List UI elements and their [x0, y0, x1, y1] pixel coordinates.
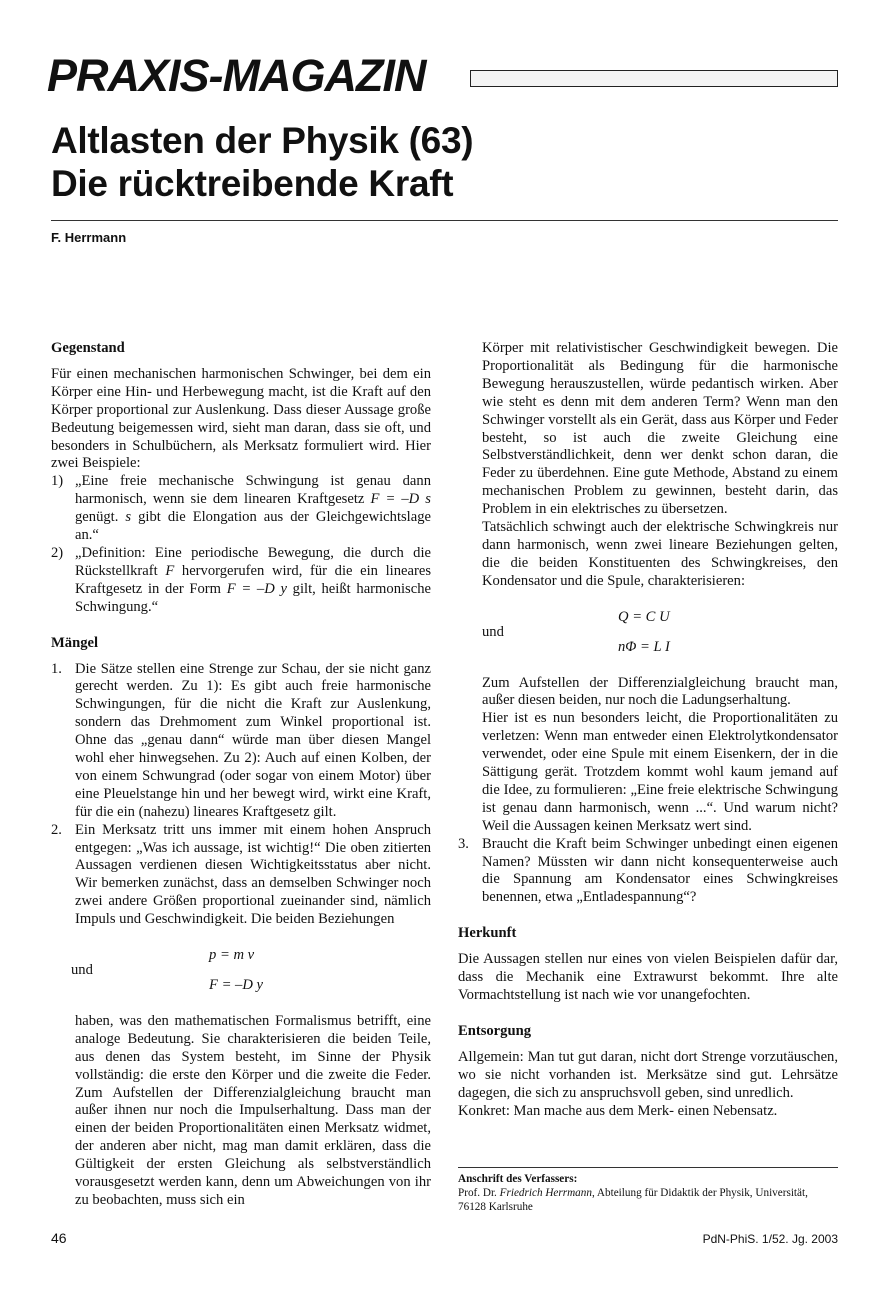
continued-text-2: Tatsächlich schwingt auch der elektrische Schwingkreis nur dann harmonisch, wenn zwei lineare Beziehungen gelten, die die beiden Konstituenten des Schwingkreises, den Kondensator und die Spule, charakterisieren: — [482, 519, 838, 589]
right-column — [458, 340, 838, 1120]
maengel-item-1-number: 1. — [51, 660, 62, 677]
example-2-part-a: „Definition: Eine periodische Bewegung, die durch die Rückstellkraft — [75, 544, 431, 579]
author-address — [458, 1172, 838, 1214]
equation-und-electrical: und — [482, 623, 504, 640]
equation-block-mechanical — [51, 935, 431, 1007]
example-1-part-b: genügt. — [75, 509, 126, 526]
equation-charge: Q = C U — [618, 608, 670, 625]
example-1-symbol: s — [125, 509, 132, 526]
magazine-header: PRAXIS-MAGAZIN — [47, 50, 426, 101]
address-rest: , Abteilung für Didaktik der Physik, Universität, 76128 Karlsruhe — [458, 1187, 808, 1213]
page-number: 46 — [51, 1230, 67, 1246]
maengel-item-3 — [458, 836, 838, 908]
entsorgung-text-2: Konkret: Man mache aus dem Merk- einen Nebensatz. — [458, 1102, 778, 1119]
address-name: Friedrich Herrmann — [499, 1187, 592, 1199]
section-heading-gegenstand: Gegenstand — [51, 340, 125, 356]
example-1 — [51, 473, 431, 545]
continued-text-3: Zum Aufstellen der Differenzialgleichung braucht man, außer diesen beiden, nur noch die Ladungserhaltung. — [482, 674, 838, 709]
footnote-divider — [458, 1167, 838, 1168]
author: F. Herrmann — [51, 230, 127, 245]
maengel-item-2-number: 2. — [51, 821, 62, 838]
example-2-formula: F = –D y — [226, 580, 287, 597]
equation-force: F = –D y — [209, 977, 264, 993]
address-prefix: Prof. Dr. — [458, 1187, 500, 1199]
maengel-item-1-text: Die Sätze stellen eine Strenge zur Schau, der sie nicht ganz gerecht werden. Zu 1): Es gibt auch freie harmonische Schwingungen, für die nicht die Kraft zur Auslenkung, sondern das Drehmoment zum Winkel proportional ist. Ohne das „genau dann“ würde man über diesen Mangel wohl eher hinwegsehen. Zu 2): Auch auf einen Kolben, der von einem Schwungrad (oder sogar von einem Motor) über eine Pleuelstange hin und her bewegt wird, wirkt eine Kraft, für die ein (nahezu) lineares Kraftgesetz gilt. — [75, 660, 431, 820]
equation-flux: nΦ = L I — [618, 638, 670, 655]
herkunft-text: Die Aussagen stellen nur eines von vielen Beispielen dafür dar, dass die Mechanik eine Extrawurst bekommt. Ihre alte Vormachtstellung ist nach wie vor unangefochten. — [458, 951, 838, 1003]
example-2-symbol: F — [165, 562, 175, 579]
maengel-item-3-text: Braucht die Kraft beim Schwinger unbedingt einen eigenen Namen? Müssten wir dann nicht konsequenterweise auch die Spannung am Kondensator eines Schwingkreises benennen, etwa „Entladespannung“? — [482, 835, 838, 906]
section-heading-herkunft: Herkunft — [458, 925, 517, 942]
journal-citation: PdN-PhiS. 1/52. Jg. 2003 — [702, 1232, 838, 1246]
continued-text-1: Körper mit relativistischer Geschwindigkeit bewegen. Die Proportionalität als Bedingung für die harmonische Bewegung herauszustellen, würde pedantisch wirken. Aber wie steht es denn mit dem anderen Term? Wenn man den Schwinger vorstellt als ein Gerät, dass aus Körper und Feder besteht, so ist auch die zweite Gleichung eine Selbstverständlichkeit, denn wer denkt schon daran, die Feder zu überdehnen. Eine gute Methode, Abstand zu einem mechanischen Problem zu gewinnen, besteht darin, das Problem in ein elektrisches zu übersetzen. — [482, 340, 838, 518]
section-heading-entsorgung: Entsorgung — [458, 1022, 531, 1039]
example-2-text — [75, 545, 431, 617]
example-1-number: 1) — [51, 473, 64, 490]
header-bar-decoration — [470, 70, 838, 87]
title-divider — [51, 220, 838, 221]
example-2-part-c: gilt, heißt harmonische Schwingung.“ — [75, 580, 431, 615]
article-title — [51, 119, 473, 205]
maengel-item-3-number: 3. — [458, 835, 469, 852]
entsorgung-text-1: Allgemein: Man tut gut daran, nicht dort Strenge vorzutäuschen, wo sie nicht vorhanden ist. Merksätze sind gut. Lehrsätze dagegen, die sich zu anspruchsvoll geben, sind unredlich. — [458, 1048, 838, 1101]
example-1-formula: F = –D s — [370, 491, 431, 508]
example-1-part-c: gibt die Elongation aus der Gleichgewichtslage an.“ — [75, 509, 431, 544]
example-2-number: 2) — [51, 544, 64, 561]
example-1-part-a: „Eine freie mechanische Schwingung ist genau dann harmonisch, wenn sie dem linearen Kraftgesetz — [75, 473, 431, 508]
left-column — [51, 340, 431, 1210]
address-heading: Anschrift des Verfassers: — [458, 1173, 578, 1185]
title-line-2: Die rücktreibende Kraft — [51, 163, 454, 204]
maengel-item-1 — [51, 661, 431, 822]
maengel-item-2 — [51, 822, 431, 929]
equation-momentum: p = m v — [209, 947, 255, 964]
gegenstand-text: Für einen mechanischen harmonischen Schwinger, bei dem ein Körper eine Hin- und Herbewegung macht, ist die Kraft auf den Körper proportional zur Auslenkung. Dass dieser Aussage große Bedeutung beigemessen wird, sieht man daran, dass sie oft, und besonders in Schulbüchern, als Merksatz formuliert wird. Hier zwei Beispiele: — [51, 365, 431, 472]
address-text — [458, 1186, 838, 1214]
section-heading-maengel: Mängel — [51, 634, 99, 651]
example-1-text — [75, 473, 431, 545]
equation-und: und — [71, 962, 93, 979]
equation-block-electrical — [458, 597, 838, 669]
maengel-item-2-text: Ein Merksatz tritt uns immer mit einem hohen Anspruch entgegen: „Was ich aussage, ist wichtig!“ Die oben zitierten Aussagen verdienen diesen Wichtigkeitsstatus aber nicht. Wir bemerken zunächst, dass an demselben Schwinger noch zwei andere Größen proportional zueinander sind, nämlich Impuls und Geschwindigkeit. Die beiden Beziehungen — [75, 821, 431, 928]
example-2-part-b: hervorgerufen wird, für die ein lineares Kraftgesetz in der Form — [75, 562, 431, 597]
example-2 — [51, 545, 431, 617]
maengel-item-2-continued: haben, was den mathematischen Formalismus betrifft, eine analoge Bedeutung. Sie charakterisieren die beiden Teile, aus denen das System besteht, im Sinne der Physik vollständig: die erste den Körper und die zweite die Feder. Zum Aufstellen der Differenzialgleichung braucht man außer ihnen nur noch die Impulserhaltung. Dass man der einen der beiden Proportionalitäten einen Merksatz widmet, der anderen aber nicht, mag man damit erklären, dass die Gültigkeit der ersten Gleichung als selbstverständlich vorausgesetzt werden kann, denn um Abweichungen von ihr zu beobachten, muss sich ein — [75, 1012, 431, 1208]
title-line-1: Altlasten der Physik (63) — [51, 120, 474, 161]
continued-text-4: Hier ist es nun besonders leicht, die Proportionalitäten zu verletzen: Wenn man entweder einen Elektrolytkondensator verwendet, oder eine Spule mit einem Eisenkern, der in die Sättigung gerät. Trotzdem kommt wohl kaum jemand auf die Idee, zu formulieren: „Eine freie elektrische Schwingung ist genau dann harmonisch, wenn ...“. Und warum nicht? Weil die Aussagen keinen Merksatz wert sind. — [482, 710, 838, 834]
